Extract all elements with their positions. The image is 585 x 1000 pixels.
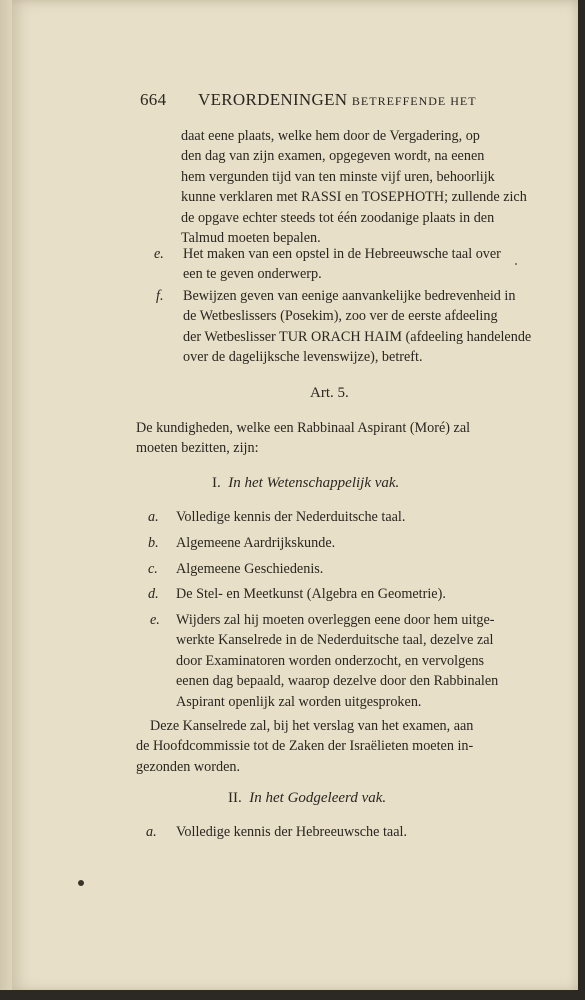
intro-line: daat eene plaats, welke hem door de Vergadering, op [181,128,480,144]
running-title [198,90,477,110]
article-intro [136,418,536,459]
paper-speck [515,263,517,265]
item-text [176,533,536,553]
running-title-small: BETREFFENDE HET [351,94,477,108]
item-label: d. [148,586,159,602]
list-item-d [143,584,536,605]
running-title-main: VERORDENINGEN [198,90,348,109]
item-line: de Wetbeslissers (Posekim), zoo ver de eerste afdeeling [183,308,498,325]
item-label: e. [154,246,164,262]
item-line: Het maken van een opstel in de Hebreeuwsche taal over [183,246,501,262]
list-item-c [143,559,536,580]
article-intro-line: moeten bezitten, zijn: [136,440,259,457]
closing-line: Deze Kanselrede zal, bij het verslag van het examen, aan [150,718,474,734]
page-number: 664 [140,90,167,109]
article-intro-line: De kundigheden, welke een Rabbinaal Aspirant (Moré) zal [136,420,471,436]
item-text [176,610,536,712]
item-line: Bewijzen geven van eenige aanvankelijke bedrevenheid in [183,288,516,304]
article-heading: Art. 5. [310,385,349,401]
item-label: c. [148,561,158,577]
item-label: a. [146,824,157,840]
item-label: a. [148,509,159,525]
list-item-a-hebrew [143,822,536,843]
item-line: Volledige kennis der Hebreeuwsche taal. [176,824,407,840]
item-line: over de dagelijksche levenswijze), betreft. [183,349,423,366]
intro-line: hem vergunden tijd van ten minste vijf uren, behoorlijk [181,168,495,185]
item-line: eenen dag bepaald, waarop dezelve door den Rabbinalen [176,673,499,690]
closing-line: de Hoofdcommissie tot de Zaken der Israëlieten moeten in- [136,738,474,755]
section-title: In het Godgeleerd vak. [249,790,387,806]
closing-paragraph [136,716,536,777]
item-text [176,559,536,579]
item-text [176,507,536,527]
item-line: Algemeene Geschiedenis. [176,561,324,577]
section-title: In het Wetenschappelijk vak. [228,475,400,491]
item-line: Algemeene Aardrijkskunde. [176,535,336,551]
ink-blot [78,880,84,886]
item-text [183,244,536,285]
item-text [183,286,536,368]
item-line: De Stel- en Meetkunst (Algebra en Geometrie). [176,586,446,602]
intro-line: de opgave echter steeds tot één zoodanige plaats in den [181,209,495,226]
section-number: II. [228,790,242,806]
intro-paragraph [181,126,535,248]
intro-line: den dag van zijn examen, opgegeven wordt, na eenen [181,148,485,165]
item-line: werkte Kanselrede in de Nederduitsche taal, dezelve zal [176,632,494,649]
intro-line: Talmud moeten bepalen. [181,230,321,247]
item-line: Aspirant openlijk zal worden uitgesproken. [176,693,422,710]
item-label: f. [156,288,164,304]
list-item-f [150,286,536,370]
running-header [140,90,530,114]
page-binding-edge [0,0,12,992]
item-line: der Wetbeslisser TUR ORACH HAIM (afdeeling handelende [183,328,532,345]
closing-line: gezonden worden. [136,758,241,775]
item-line: een te geven onderwerp. [183,266,322,283]
item-label: b. [148,535,159,551]
item-line: Volledige kennis der Nederduitsche taal. [176,509,406,525]
section-number: I. [212,475,221,491]
intro-line: kunne verklaren met RASSI en TOSEPHOTH; zullende zich [181,189,527,206]
item-text [176,822,536,842]
section-heading-2 [228,790,386,807]
item-line: door Examinatoren worden onderzocht, en vervolgens [176,652,485,669]
list-item-a [143,507,536,528]
list-item-e [150,244,536,286]
section-heading-1 [212,475,399,492]
list-item-e-speech [143,610,536,714]
item-label: e. [150,612,160,628]
list-item-b [143,533,536,554]
page-bottom-edge [0,990,585,1000]
item-text [176,584,536,604]
item-line: Wijders zal hij moeten overleggen eene door hem uitge- [176,612,495,628]
